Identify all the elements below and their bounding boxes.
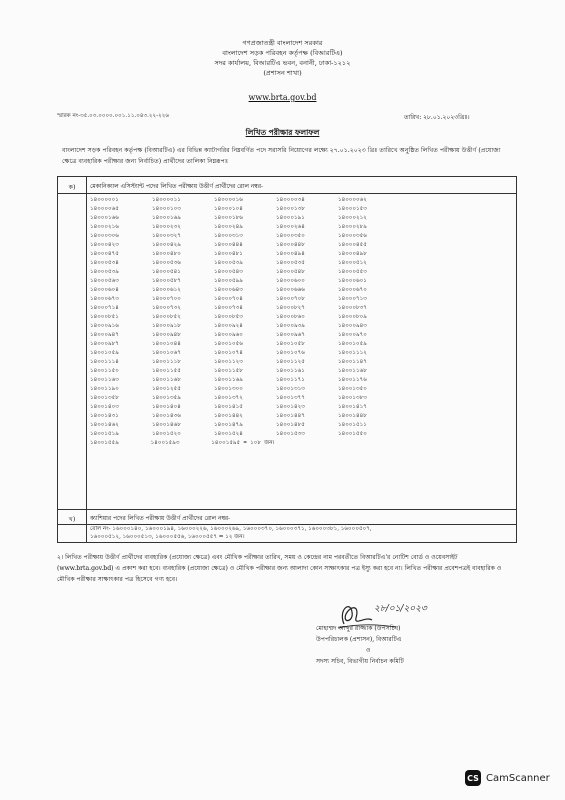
roll-row (90, 394, 450, 403)
roll-number: ১৪০০০৫৫৩ (338, 268, 367, 275)
roll-row (90, 376, 450, 385)
letterhead (0, 38, 565, 78)
section-a-heading: মেকানিক্যাল এসিস্ট্যান্ট পদের লিখিত পরীক্ষায় উত্তীর্ণ প্রার্থীদের রোল নম্বর- (90, 184, 263, 190)
roll-number: ১৪০০০১৩৮ (276, 205, 305, 212)
roll-number: ১৪০০১১৫৫ (152, 367, 181, 374)
roll-number: ১৪০০০৬৭০ (338, 286, 367, 293)
roll-number: ১৪০০০০০১ (90, 196, 119, 203)
roll-number: ১৪০০১৩৫০ (338, 385, 367, 392)
roll-number: ১৪০০০৪৪৪ (214, 241, 243, 248)
roll-row (90, 295, 450, 304)
roll-number: ১৪০০১৪৮৫ (276, 421, 305, 428)
roll-row (90, 214, 450, 223)
roll-number: ১৪০০১০৪৪ (152, 340, 181, 347)
signature-date: ২৮/০১/২০২৩ (374, 604, 427, 614)
roll-number: ১৪০০০৫৩৫ (276, 259, 305, 266)
roll-row (90, 250, 450, 259)
roll-number: ১৪০০১১২৫ (276, 358, 305, 365)
roll-number: ১৪০০১০৫৬ (214, 340, 243, 347)
website-link[interactable]: www.brta.gov.bd (248, 93, 317, 102)
roll-row (90, 241, 450, 250)
roll-number: ১৪০০০৬৪৩ (214, 286, 243, 293)
roll-row (90, 304, 450, 313)
roll-number: ১৪০০০৬৭৩ (90, 295, 119, 302)
roll-number: ১৪০০১৫২৪ (214, 430, 243, 437)
roll-number: ১৪০০১৫৫০ (338, 430, 367, 437)
camscanner-brand: CamScanner (486, 772, 550, 784)
roll-row (90, 367, 450, 376)
roll-number: ১৪০০০১৮৬ (214, 214, 243, 221)
roll-number: ১৪০০০৭০৮ (276, 295, 305, 302)
roll-number: ১৪০০০৯৭০ (338, 331, 367, 338)
roll-number: ১৪০০০৫১২ (338, 259, 367, 266)
roll-number: ১৪০০১১৫০ (90, 367, 119, 374)
roll-row (90, 277, 450, 286)
roll-number: ১৪০০০৪২৯ (152, 241, 181, 248)
roll-number: ১৪০০০৫৩৯ (90, 268, 119, 275)
roll-number: ১৪০০০৯৪৩ (338, 322, 367, 329)
roll-number: ১৪০০১০৫৮ (276, 340, 305, 347)
roll-number: ১৪০০১০৫৯ (90, 349, 119, 356)
roll-number: ১৪০০১৩১৩ (276, 385, 305, 392)
memo-date: তারিখ: ২৮.০১.২০২৩খ্রিঃ। (404, 114, 470, 121)
roll-number: ১৪০০১৪১৫ (214, 403, 243, 410)
roll-number: ১৪০০১৪০৩ (90, 403, 119, 410)
roll-number: ১৪০০০৬১২ (152, 286, 181, 293)
signature-conjunction: ও (366, 647, 371, 654)
roll-row (90, 223, 450, 232)
roll-number: ১৪০০০০৩৪ (276, 196, 305, 203)
roll-number: ১৪০০০৪৮০ (152, 250, 181, 257)
roll-number: ১৪০০০৪২৩ (90, 241, 119, 248)
roll-number: ১৪০০১৫৯৩ (150, 439, 180, 446)
roll-number: ১৪০০১৪০৪ (152, 403, 181, 410)
roll-number: ১৪০০০১৯১ (276, 214, 305, 221)
roll-number: ১৪০০১৫৩৩ (276, 430, 305, 437)
roll-number: ১৪০০১১৬৮ (152, 376, 181, 383)
roll-number: ১৪০০০৮০৯ (338, 313, 367, 320)
roll-number: ১৪০০১১৫৮ (214, 367, 243, 374)
roll-number: ১৪০০১৩৫৯ (152, 394, 181, 401)
roll-number: ১৪০০০৪৫৫ (338, 241, 367, 248)
roll-number: ১৪০০০৯৬০ (214, 331, 243, 338)
roll-number: ১৪০০১৩৭২ (214, 394, 243, 401)
roll-number: ১৪০০০২৪৯ (214, 223, 243, 230)
roll-number: ১৪০০১১৯০ (90, 385, 119, 392)
roll-number: ১৪০০১১৬৮ (338, 367, 367, 374)
roll-number: ১৪০০০৮৫২ (152, 313, 181, 320)
row-divider (58, 193, 516, 194)
camscanner-watermark (465, 770, 550, 786)
roll-row (90, 340, 450, 349)
roll-number: ১৪০০০১০৩ (152, 205, 181, 212)
roll-number: ১৪০০০৫৪৮ (276, 268, 305, 275)
roll-row (90, 331, 450, 340)
roll-number: ১৪০০০০৬৫ (90, 205, 119, 212)
roll-row (90, 232, 450, 241)
roll-number: ১৪০০১১১৮ (152, 358, 181, 365)
roll-number: ১৪০০১৫২০ (152, 430, 181, 437)
roll-number: ১৪০০০৫৬৩ (90, 277, 119, 284)
roll-number: ১৪০০০২১২ (338, 214, 367, 221)
roll-number: ১৪০০০৮৫৩ (214, 313, 243, 320)
memo-reference: স্মারক নং-৩৫.০৩.০০০০.০০১.১১.০৪৩.২২-২২৬ (57, 113, 169, 119)
roll-number: ১৪০০০৫৮৭ (152, 277, 181, 284)
roll-number: ১৪০০১১১৪ (90, 358, 119, 365)
roll-number: ১৪০০০৫৪১ (152, 268, 181, 275)
roll-row (90, 268, 450, 277)
roll-number: ১৪০০০০১১ (152, 196, 181, 203)
roll-number: ১৪০০০২৮৯ (338, 223, 367, 230)
roll-number: ১৪০০০৪৭৫ (90, 250, 119, 257)
roll-number: ১৪০০০৫৩৬ (152, 259, 181, 266)
letterhead-line-1: গণপ্রজাতন্ত্রী বাংলাদেশ সরকার (242, 39, 323, 47)
roll-number: ১৪০০০৮৩৭ (338, 304, 367, 311)
intro-paragraph: বাংলাদেশ সড়ক পরিবহন কর্তৃপক্ষ (বিআরটিএ) এর বিভিন্ন ক্যাটাগরির নিম্নবর্ণিত পদে সরাসরি নিয়োগের লক্ষ্যে ২৭.০১.২০২৩ খ্রিঃ তারিখে অনুষ্ঠিত লিখিত পরীক্ষায় উত্তীর্ণ (প্রযোজ্য ক্ষেত্রে ব্যবহারিক পরীক্ষার জন্য নির্বাচিত) প্রার্থীদের তালিকা নিম্নরূপঃ (62, 147, 501, 165)
roll-number: ১৪০০১৪৪৮ (338, 412, 367, 419)
roll-row (90, 439, 450, 448)
roll-number: ১৪০০১৪৩১ (90, 412, 119, 419)
roll-number: ১৪০০০৮৬০ (276, 313, 305, 320)
page-title: লিখিত পরীক্ষার ফলাফল (245, 128, 320, 137)
section-a-label: ক) (68, 184, 76, 191)
roll-number: ১৪০০০৪৯৮ (338, 250, 367, 257)
roll-number: ১৪০০০৯১৮ (152, 322, 181, 329)
camscanner-logo: CS (465, 770, 481, 786)
roll-number: ১৪০০০৮৫১ (90, 313, 119, 320)
roll-number: ১৪০০০৫৩৯ (214, 259, 243, 266)
roll-row (90, 205, 450, 214)
roll-number: ১৪০০১০৭৪ (214, 349, 243, 356)
roll-number: ১৪০০১১৭১ (276, 376, 305, 383)
roll-row (90, 286, 450, 295)
roll-row (90, 322, 450, 331)
roll-number: ১৪০০১৩৫৮ (90, 394, 119, 401)
roll-number: ১৪০০০৯৩৯ (276, 322, 305, 329)
roll-number: ১৪০০১৩৮৩ (338, 394, 367, 401)
roll-number: ১৪০০০১৬৯ (152, 214, 181, 221)
roll-number: ১৪০০০৬০০ (276, 277, 305, 284)
roll-number: ১৪০০০৯১৬ (90, 322, 119, 329)
row-divider (58, 509, 516, 510)
roll-number: ১৪০০০০৬২ (338, 196, 367, 203)
roll-number: ১৪০০০৪৪৮ (276, 241, 305, 248)
roll-number: ১৪০০০৩০৬ (90, 232, 119, 239)
roll-number: ১৪০০০১৫৩ (338, 205, 367, 212)
signatory-committee-role: সদস্য সচিব, বিভাগীয় নির্বাচন কমিটি (316, 658, 404, 665)
roll-number: ১৪০০০৫৩৪ (90, 259, 119, 266)
letterhead-line-3: সদর কার্যালয়, বিআরটিএ ভবন, বনানী, ঢাকা-১২১২ (214, 59, 351, 67)
roll-row (90, 259, 450, 268)
roll-number: ১৪০০১৫১১ (338, 421, 367, 428)
section-a-roll-grid (90, 196, 450, 448)
roll-number: ১৪০০০০১৬ (214, 196, 243, 203)
section-b-rolls-line-2: ১৬০০০৫১২, ১৬০০০৫১৩, ১৬০০০৫৫৬, ১৬০০০৫৫৭ = ১২ জন। (90, 534, 245, 540)
roll-number: ১৪০০১০৬৭ (152, 349, 181, 356)
roll-number: ১৪০০০৩৫০ (276, 232, 305, 239)
roll-row (90, 421, 450, 430)
roll-number: ১৪০০০৪৯৪ (276, 250, 305, 257)
letterhead-line-4: (প্রশাসন শাখা) (263, 69, 302, 77)
section-b-label: খ) (68, 516, 76, 523)
roll-number: ১৪০০০৯২৪ (214, 322, 243, 329)
roll-number: ১৪০০১৩৭৭ (276, 394, 305, 401)
roll-number: ১৪০০০৬০১ (338, 277, 367, 284)
roll-number: ১৪০০১১২৩ (214, 358, 243, 365)
roll-number: ১৪০০১৪৬৮ (152, 421, 181, 428)
roll-number: ১৪০০১৪৪৭ (276, 412, 305, 419)
roll-number: ১৪০০১৩০০ (214, 385, 243, 392)
roll-number: ১৪০০১১৬৯ (214, 376, 243, 383)
roll-number: ১৪০০১১১২ (338, 349, 367, 356)
section-b-heading: ক্যাশিয়ার পদের লিখিত পরীক্ষায় উত্তীর্ণ প্রার্থীদের রোল নম্বর- (90, 516, 231, 522)
roll-number: ১৪০০১৫১৯ (90, 430, 119, 437)
roll-row (90, 349, 450, 358)
roll-number: ১৪০০০১৬৬ (90, 214, 119, 221)
roll-number: ১৪০০১০৭৬ (276, 349, 305, 356)
roll-number: ১৪০০০৬০৪ (90, 286, 119, 293)
roll-row (90, 313, 450, 322)
note-paragraph: ২। লিখিত পরীক্ষায় উত্তীর্ণ প্রার্থীদের ব্যবহারিক (প্রযোজ্য ক্ষেত্রে) এবং মৌখিক পরীক্ষার তারিখ, সময় ও কেন্দ্রের নাম পরবর্তীতে বিআরটিএ'র নোটিশ বোর্ড ও ওয়েবসাইট (www.brta.gov.bd) এ প্রকাশ করা হবে। ব্যবহারিক (প্রযোজ্য ক্ষেত্রে) ও মৌখিক পরীক্ষার জন্য আলাদা কোন সাক্ষাৎকার পত্র ইস্যু করা হবে না। লিখিত পরীক্ষার প্রবেশপত্রই ব্যবহারিক ও মৌখিক পরীক্ষার সাক্ষাৎকার পত্র হিসেবে গণ্য হবে। (57, 554, 502, 583)
roll-number: ১৪০০১৪২৩ (276, 403, 305, 410)
roll-number: ১৪০০১৫৫৯ (90, 439, 119, 446)
letterhead-line-2: বাংলাদেশ সড়ক পরিবহন কর্তৃপক্ষ (বিআরটিএ) (222, 49, 343, 57)
roll-number: ১৪০০০৭৩৪ (214, 304, 243, 311)
roll-number: ১৪০০১১৬৩ (90, 376, 119, 383)
roll-number: ১৪০০১৪৪২ (214, 412, 243, 419)
roll-number: ১৪০০০৪৮১ (214, 250, 243, 257)
roll-number: ১৪০০০৯৮৭ (90, 340, 119, 347)
signatory-designation: উপপরিচালক (প্রশাসন), বিআরটিএ (316, 636, 402, 643)
roll-number: ১৪০০০৭১৪ (90, 304, 119, 311)
roll-number: ১৪০০০৭০০ (152, 295, 181, 302)
roll-number: ১৪০০০৬৬৬ (276, 286, 305, 293)
serial-column (58, 177, 87, 542)
roll-number: ১৪০০১২৫৫ (152, 385, 181, 392)
roll-number: ১৪০০০৩২৭ (152, 232, 181, 239)
roll-number: ১৪০০০৭০৪ (214, 295, 243, 302)
roll-row (90, 403, 450, 412)
roll-number: ১৪০০১১৬১ (276, 367, 305, 374)
roll-number: ১৪০০০৫৯৯ (214, 277, 243, 284)
roll-number: ১৪০০০২৩২ (152, 223, 181, 230)
roll-number: ১৪০০০৯৪৭ (90, 331, 119, 338)
roll-number: ১৪০০০৯৪৮ (152, 331, 181, 338)
roll-number: ১৪০০০২৬৪ (276, 223, 305, 230)
roll-number: ১৪০০১১৪৭ (338, 358, 367, 365)
roll-number: ১৪০০০১০৪ (214, 205, 243, 212)
roll-row (90, 358, 450, 367)
roll-number: ১৪০০১৫৯৫ = ১০৮ জন। (211, 439, 275, 446)
roll-number: ১৪০০১৪৩৬ (152, 412, 181, 419)
signatory-name: মোহাম্মদ আব্দুর রাজ্জাক (উপসচিব) (316, 625, 401, 632)
section-b-rolls-line-1: রোল নং- ১৬০০০১৪০, ১৬০০০১৯৪, ১৬০০০২২৬, ১৬০০০২৬৯, ১৬০০০৩৭০, ১৬০০০৩৭১, ১৬০০০৩৮১, ১৬০০০৫০৭, (90, 526, 372, 532)
roll-number: ১৪০০০৫৪৩ (214, 268, 243, 275)
roll-number: ১৪০০০৯৬৭ (276, 331, 305, 338)
roll-row (90, 196, 450, 205)
roll-row (90, 385, 450, 394)
roll-number: ১৪০০১৪৭৯ (214, 421, 243, 428)
roll-number: ১৪০০১১৭৬ (338, 376, 367, 383)
roll-number: ১৪০০১৪৬২ (90, 421, 119, 428)
roll-number: ১৪০০০৮২৭ (276, 304, 305, 311)
roll-number: ১৪০০০৩৫৬ (338, 232, 367, 239)
roll-number: ১৪০০০৩১৩ (214, 232, 243, 239)
roll-row (90, 430, 450, 439)
roll-number: ১৪০০১৪১৭ (338, 403, 367, 410)
roll-number: ১৪০০০২১৬ (90, 223, 119, 230)
roll-number: ১৪০০০৭৩২ (152, 304, 181, 311)
roll-number: ১৪০০১০৫৯ (338, 340, 367, 347)
roll-row (90, 412, 450, 421)
roll-number: ১৪০০০৭১৩ (338, 295, 367, 302)
